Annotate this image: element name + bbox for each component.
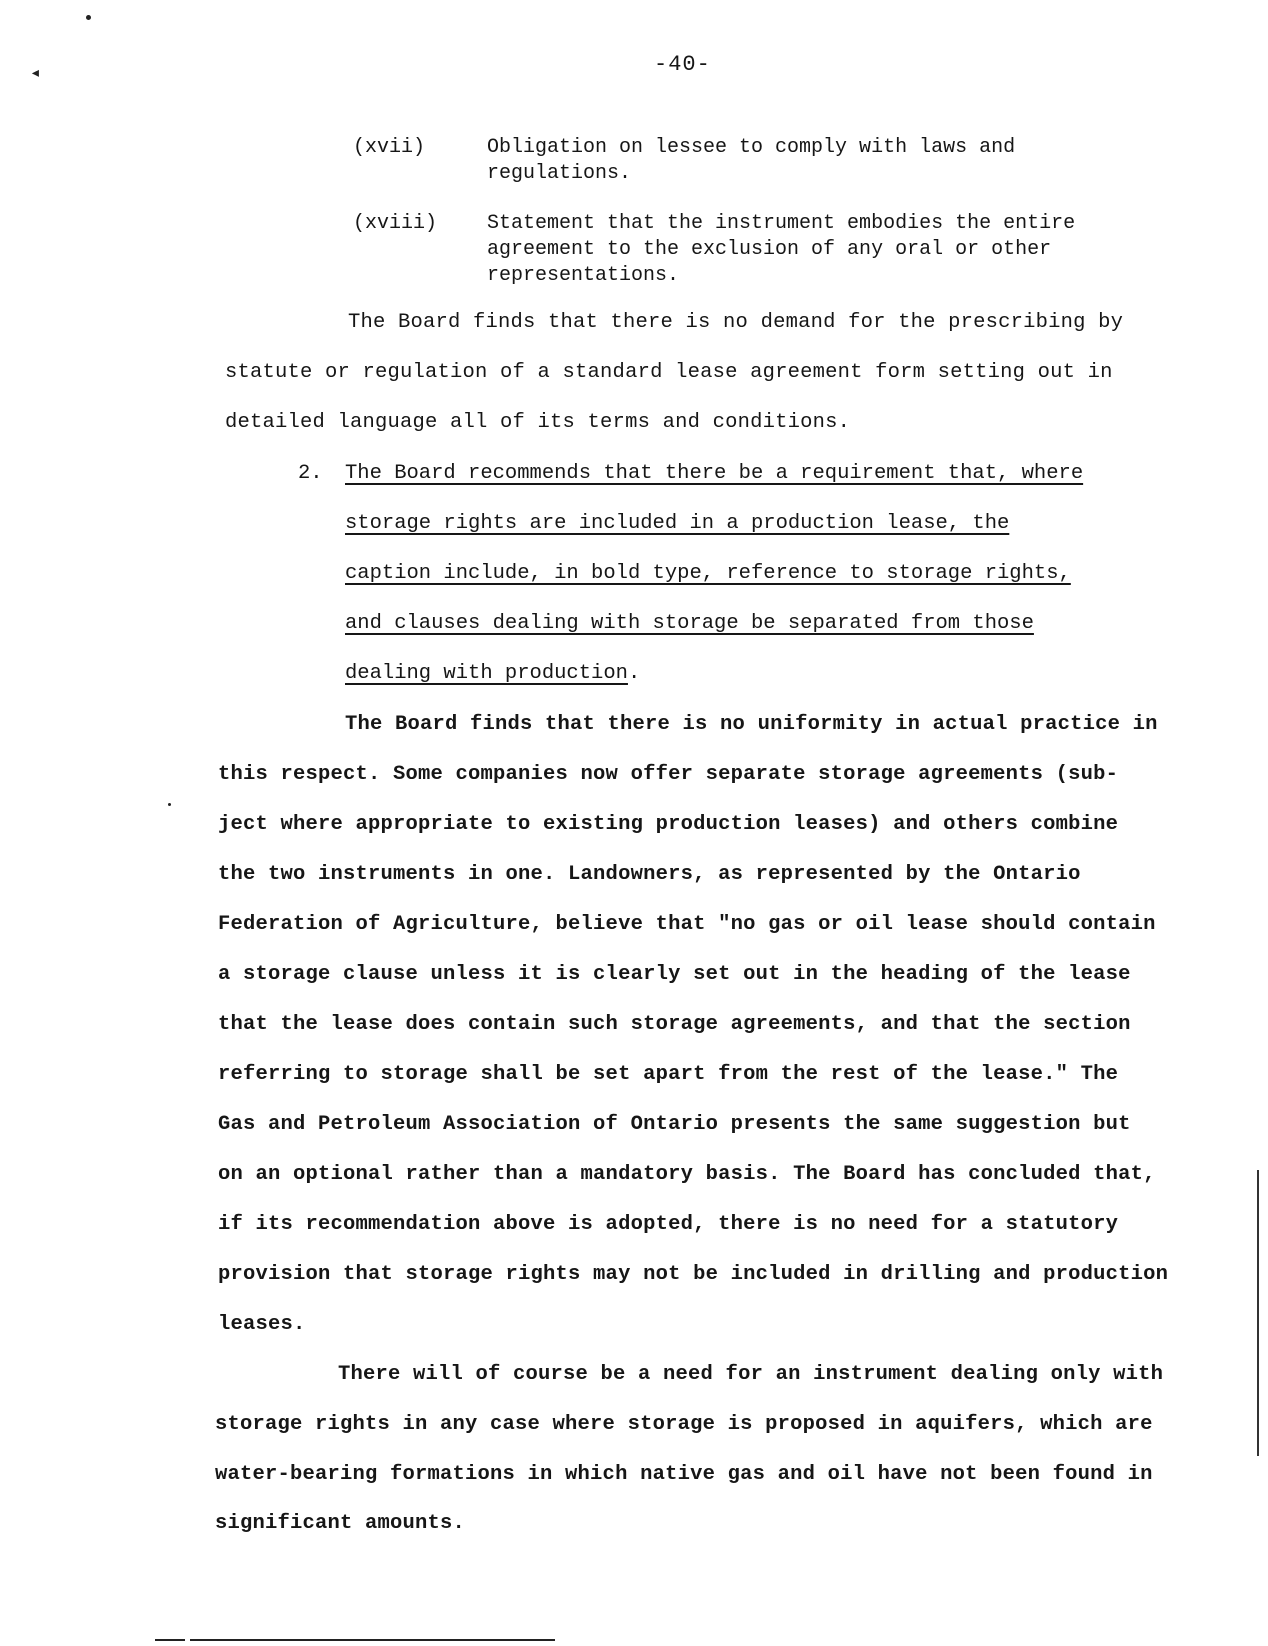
- paragraph-line: referring to storage shall be set apart from the rest of the lease." The: [218, 1063, 1119, 1086]
- paragraph-line: storage rights in any case where storage is proposed in aquifers, which are: [215, 1413, 1153, 1436]
- list-text: Obligation on lessee to comply with laws and regulations.: [487, 136, 1016, 185]
- recommendation-line: caption include, in bold type, reference to storage rights,: [345, 562, 1071, 585]
- paragraph-line: the two instruments in one. Landowners, as represented by the Ontario: [218, 863, 1081, 886]
- list-item: [353, 135, 1133, 187]
- paragraph-line: The Board finds that there is no uniformity in actual practice in: [345, 713, 1158, 736]
- margin-tick-mark: ◂: [30, 64, 41, 84]
- scan-speck: [86, 15, 91, 20]
- paragraph-line: a storage clause unless it is clearly set out in the heading of the lease: [218, 963, 1131, 986]
- recommendation-line: [345, 662, 640, 685]
- paragraph-line: this respect. Some companies now offer separate storage agreements (sub-: [218, 763, 1119, 786]
- paragraph-line: leases.: [218, 1313, 306, 1336]
- paragraph-line: that the lease does contain such storage agreements, and that the section: [218, 1013, 1131, 1036]
- scan-speck: [168, 803, 171, 806]
- paragraph-line: There will of course be a need for an instrument dealing only with: [338, 1363, 1164, 1386]
- recommendation-line-text: dealing with production: [345, 662, 628, 685]
- paragraph-line: The Board finds that there is no demand for the prescribing by: [348, 311, 1124, 334]
- paragraph-line: provision that storage rights may not be included in drilling and production: [218, 1263, 1169, 1286]
- list-numeral: (xvii): [353, 136, 426, 159]
- paragraph-line: statute or regulation of a standard lease agreement form setting out in: [225, 361, 1113, 384]
- paragraph-line: if its recommendation above is adopted, there is no need for a statutory: [218, 1213, 1119, 1236]
- paragraph-line: on an optional rather than a mandatory basis. The Board has concluded that,: [218, 1163, 1156, 1186]
- recommendation-end-punct: .: [627, 662, 641, 685]
- recommendation-line: The Board recommends that there be a requirement that, where: [345, 462, 1084, 485]
- page-number: -40-: [654, 52, 711, 77]
- paragraph-line: water-bearing formations in which native gas and oil have not been found in: [215, 1463, 1153, 1486]
- paragraph-line: significant amounts.: [215, 1512, 466, 1535]
- paragraph-line: Federation of Agriculture, believe that "no gas or oil lease should contain: [218, 913, 1156, 936]
- footer-rule: [190, 1639, 555, 1641]
- recommendation-number: 2.: [298, 462, 323, 485]
- recommendation-line: and clauses dealing with storage be separated from those: [345, 612, 1034, 635]
- paragraph-line: Gas and Petroleum Association of Ontario presents the same suggestion but: [218, 1113, 1131, 1136]
- paragraph-line: detailed language all of its terms and conditions.: [225, 411, 851, 434]
- list-item: [353, 211, 1133, 289]
- paragraph-line: ject where appropriate to existing production leases) and others combine: [218, 813, 1119, 836]
- footer-rule: [155, 1639, 185, 1641]
- list-text: Statement that the instrument embodies the entire agreement to the exclusion of any oral or other representations.: [487, 212, 1076, 287]
- recommendation-line: storage rights are included in a production lease, the: [345, 512, 1010, 535]
- margin-rule: [1257, 1170, 1259, 1456]
- list-numeral: (xviii): [353, 212, 438, 235]
